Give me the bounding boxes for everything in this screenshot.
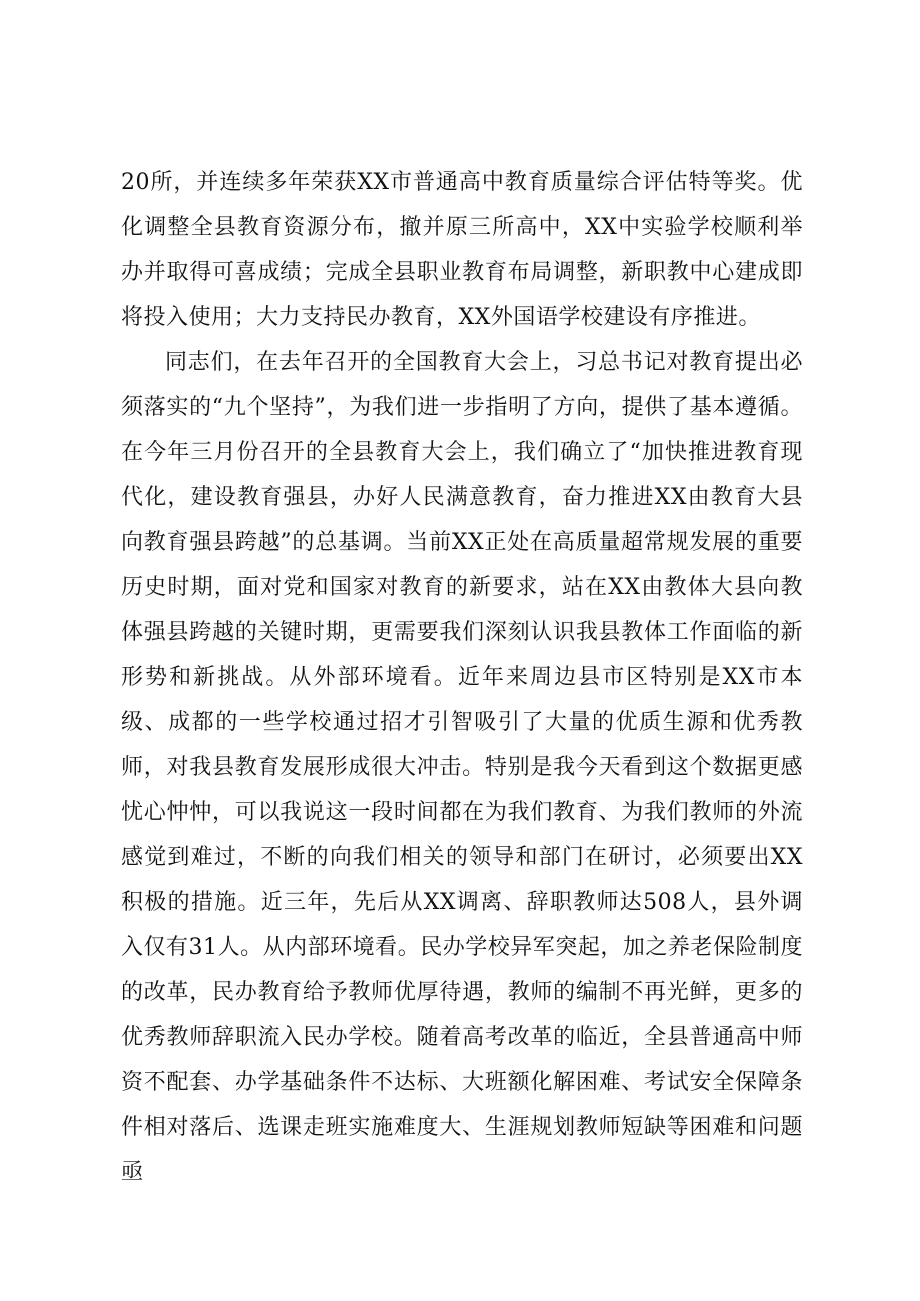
paragraph-education-conference: 同志们，在去年召开的全国教育大会上，习总书记对教育提出必须落实的“九个坚持”，为我们进一步指明了方向，提供了基本遵循。在今年三月份召开的全县教育大会上，我们确立了“加快推进教育现代化，建设教育强县，办好人民满意教育，奋力推进XX由教育大县向教育强县跨越”的总基调。当前XX正处在高质量超常规发展的重要历史时期，面对党和国家对教育的新要求，站在XX由教体大县向教体强县跨越的关键时期，更需要我们深刻认识我县教体工作面临的新形势和新挑战。从外部环境看。近年来周边县市区特别是XX市本级、成都的一些学校通过招才引智吸引了大量的优质生源和优秀教师，对我县教育发展形成很大冲击。特别是我今天看到这个数据更感忧心忡忡，可以我说这一段时间都在为我们教育、为我们教师的外流感觉到难过，不断的向我们相关的领导和部门在研讨，必须要出XX积极的措施。近三年，先后从XX调离、辞职教师达508人，县外调入仅有31人。从内部环境看。民办学校异军突起，加之养老保险制度的改革，民办教育给予教师优厚待遇，教师的编制不再光鲜，更多的优秀教师辞职流入民办学校。随着高考改革的临近，全县普通高中师资不配套、办学基础条件不达标、大班额化解困难、考试安全保障条件相对落后、选课走班实施难度大、生涯规划教师短缺等困难和问题亟: [121, 350, 803, 1185]
document-body: [121, 160, 803, 1195]
paragraph-continuation: 20所，并连续多年荣获XX市普通高中教育质量综合评估特等奖。优化调整全县教育资源分布，撤并原三所高中，XX中实验学校顺利举办并取得可喜成绩；完成全县职业教育布局调整，新职教中心建成即将投入使用；大力支持民办教育，XX外国语学校建设有序推进。: [121, 170, 803, 330]
